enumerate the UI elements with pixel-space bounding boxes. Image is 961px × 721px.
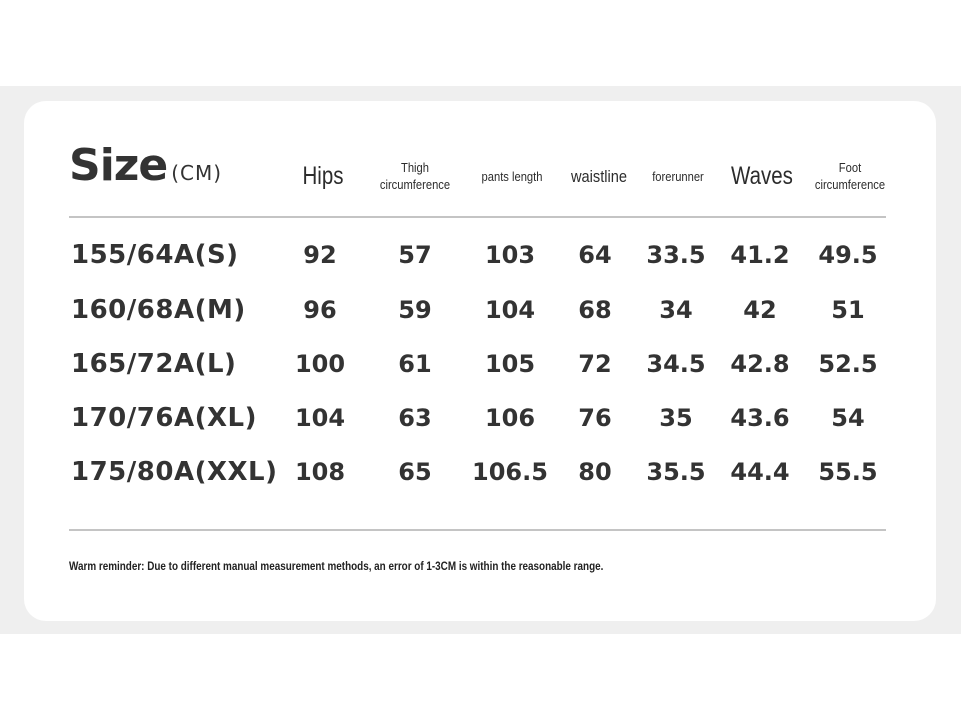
- table-row: [0, 235, 961, 275]
- header-hips: [296, 150, 350, 202]
- cell-thigh: 65: [398, 458, 432, 486]
- cell-hips: 108: [294, 458, 346, 486]
- cell-waistline: 68: [578, 296, 612, 324]
- cell-waves: 43.6: [730, 404, 790, 432]
- table-row: [0, 344, 961, 384]
- header-pants-length-label: pants length: [481, 168, 543, 184]
- table-row: [0, 452, 961, 492]
- header-waves-label: Waves: [731, 161, 793, 190]
- cell-hips: 92: [303, 241, 337, 269]
- size-label: 170/76A(XL): [71, 403, 257, 433]
- cell-thigh: 59: [398, 296, 432, 324]
- cell-foot: 51: [831, 296, 865, 324]
- page-title: [69, 140, 222, 200]
- cell-waves: 42.8: [730, 350, 790, 378]
- cell-pants-length: 106: [484, 404, 536, 432]
- cell-hips: 96: [303, 296, 337, 324]
- title-unit: (CM): [171, 161, 223, 185]
- cell-waves: 41.2: [730, 241, 790, 269]
- header-foot-line2: circumference: [814, 177, 886, 192]
- cell-thigh: 61: [398, 350, 432, 378]
- measurement-note: Warm reminder: Due to different manual measurement methods, an error of 1-3CM is within the reasonable range.: [69, 561, 604, 573]
- cell-waistline: 76: [578, 404, 612, 432]
- cell-pants-length: 104: [484, 296, 536, 324]
- header-waves: [729, 150, 795, 202]
- size-label: 165/72A(L): [71, 349, 237, 379]
- header-divider: [69, 216, 886, 218]
- size-label: 160/68A(M): [71, 295, 246, 325]
- cell-waistline: 72: [578, 350, 612, 378]
- cell-forerunner: 35: [659, 404, 693, 432]
- header-waistline: [564, 150, 635, 202]
- header-thigh-line1: Thigh: [401, 160, 429, 175]
- cell-waistline: 64: [578, 241, 612, 269]
- cell-foot: 49.5: [818, 241, 878, 269]
- header-hips-label: Hips: [302, 161, 344, 190]
- header-foot-circumference: [810, 150, 889, 202]
- size-label: 155/64A(S): [71, 240, 239, 270]
- header-forerunner-label: forerunner: [652, 168, 704, 184]
- cell-pants-length: 106.5: [472, 458, 548, 486]
- cell-waistline: 80: [578, 458, 612, 486]
- cell-thigh: 57: [398, 241, 432, 269]
- cell-pants-length: 105: [484, 350, 536, 378]
- cell-thigh: 63: [398, 404, 432, 432]
- header-forerunner: [645, 150, 710, 202]
- title-main: Size: [69, 140, 168, 191]
- cell-hips: 100: [294, 350, 346, 378]
- cell-hips: 104: [294, 404, 346, 432]
- cell-foot: 54: [831, 404, 865, 432]
- header-thigh-circumference: [371, 150, 459, 202]
- cell-waves: 44.4: [730, 458, 790, 486]
- cell-foot: 52.5: [818, 350, 878, 378]
- cell-pants-length: 103: [484, 241, 536, 269]
- header-foot-line1: Foot: [838, 160, 862, 175]
- footer-divider: [69, 529, 886, 531]
- size-label: 175/80A(XXL): [71, 457, 278, 487]
- table-row: [0, 398, 961, 438]
- cell-forerunner: 34.5: [646, 350, 706, 378]
- cell-forerunner: 33.5: [646, 241, 706, 269]
- header-thigh-line2: circumference: [379, 177, 451, 192]
- header-pants-length: [472, 150, 551, 202]
- cell-waves: 42: [743, 296, 777, 324]
- header-waistline-label: waistline: [570, 166, 628, 186]
- table-row: [0, 290, 961, 330]
- cell-foot: 55.5: [818, 458, 878, 486]
- cell-forerunner: 35.5: [646, 458, 706, 486]
- cell-forerunner: 34: [659, 296, 693, 324]
